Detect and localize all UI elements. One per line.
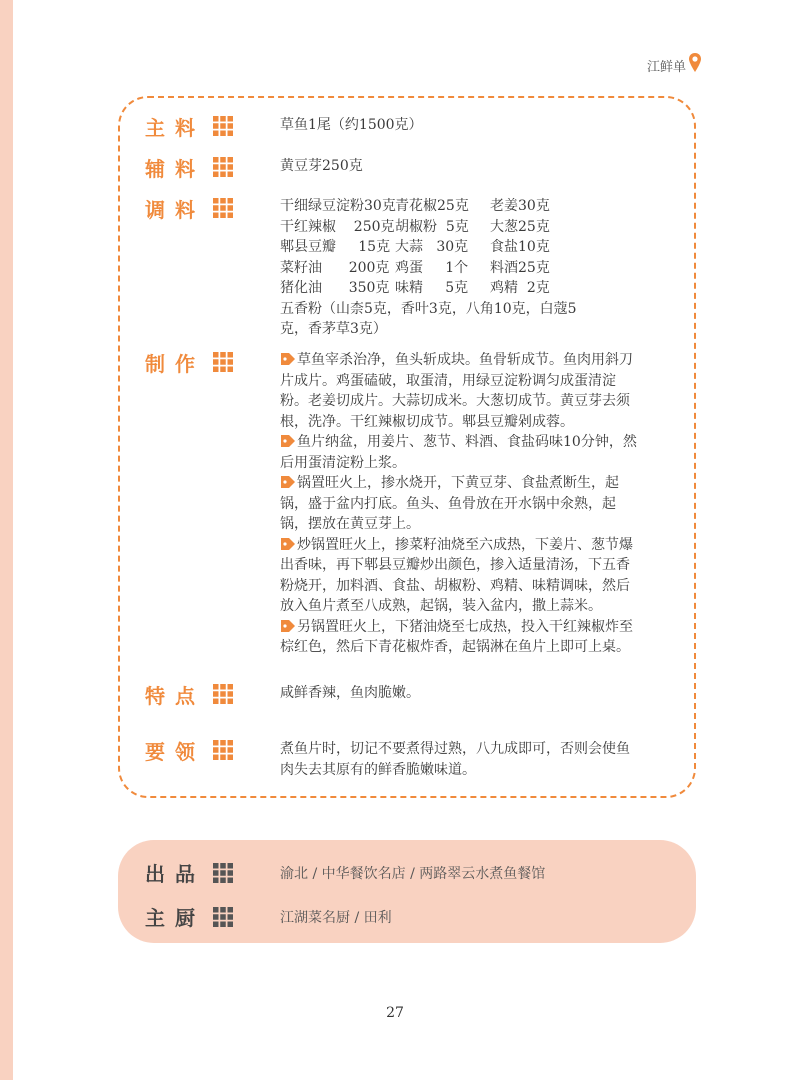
chef-text: 江湖菜名厨 / 田利	[280, 909, 392, 926]
main-ingredient-text: 草鱼1尾（约1500克）	[280, 117, 423, 133]
ingredient-item: 菜籽油 200克	[280, 259, 390, 276]
ingredient-item: 大葱25克	[490, 218, 550, 235]
main-ingredient-label: 主料	[145, 115, 205, 140]
tag-icon	[280, 619, 296, 633]
grid-icon	[213, 684, 233, 704]
method-row	[145, 350, 640, 658]
tag-icon	[280, 475, 296, 489]
chef-label: 主厨	[145, 906, 205, 930]
grid-icon	[213, 863, 233, 883]
chef-credit-row	[145, 902, 392, 931]
ingredient-item: 味精 5克	[395, 280, 469, 296]
seasoning-label: 调料	[145, 197, 205, 222]
method-step: 炒锅置旺火上，掺菜籽油烧至六成热，下姜片、葱节爆出香味，再下郫县豆瓣炒出颜色，掺入适量清汤，下五香粉烧开，加料酒、食盐、胡椒粉、鸡精、味精调味，然后放入鱼片煮至八成熟，起锅，装入盆内，撒上蒜米。	[280, 536, 633, 614]
aux-ingredient-text: 黄豆芽250克	[280, 158, 363, 174]
tips-label: 要领	[145, 739, 205, 764]
ingredient-item: 料酒25克	[490, 259, 550, 276]
ingredient-item: 鸡精 2克	[490, 280, 550, 296]
grid-icon	[213, 116, 233, 136]
tips-text: 煮鱼片时，切记不要煮得过熟，八九成即可，否则会使鱼肉失去其原有的鲜香脆嫩味道。	[280, 741, 630, 778]
location-pin-icon	[688, 52, 702, 74]
aux-ingredient-label: 辅料	[145, 156, 205, 181]
feature-row	[145, 682, 420, 706]
method-steps	[280, 350, 640, 658]
aux-ingredient-row	[145, 155, 363, 179]
side-color-strip	[0, 0, 13, 1080]
seasoning-extra-line: 五香粉（山柰5克，香叶3克，八角10克，白蔻5	[280, 300, 577, 317]
ingredient-item: 鸡蛋 1个	[395, 259, 469, 276]
method-label: 制作	[145, 351, 205, 376]
ingredient-item: 干红辣椒 250克	[280, 218, 395, 235]
origin-credit-row	[145, 858, 545, 887]
tips-row	[145, 738, 640, 780]
grid-icon	[213, 352, 233, 372]
grid-icon	[213, 157, 233, 177]
method-step: 鱼片纳盆，用姜片、葱节、料酒、食盐码味10分钟，然后用蛋清淀粉上浆。	[280, 434, 637, 471]
origin-text: 渝北 / 中华餐饮名店 / 两路翠云水煮鱼餐馆	[280, 865, 546, 882]
ingredient-item: 干细绿豆淀粉30克	[280, 198, 396, 214]
tag-icon	[280, 352, 296, 366]
ingredient-item: 胡椒粉 5克	[395, 218, 469, 235]
main-ingredient-row	[145, 114, 423, 138]
ingredient-item: 老姜30克	[490, 198, 550, 214]
method-step: 锅置旺火上，掺水烧开，下黄豆芽、食盐煮断生，起锅，盛于盆内打底。鱼头、鱼骨放在开水锅中氽熟，起锅，摆放在黄豆芽上。	[280, 475, 619, 532]
ingredient-item: 猪化油 350克	[280, 280, 390, 296]
method-step: 另锅置旺火上，下猪油烧至七成热，投入干红辣椒炸至棕红色，然后下青花椒炸香，起锅淋在鱼片上即可上桌。	[280, 618, 633, 655]
seasoning-extra-line: 克，香茅草3克）	[280, 321, 387, 337]
grid-icon	[213, 907, 233, 927]
tag-icon	[280, 537, 296, 551]
seasoning-list	[280, 196, 577, 340]
section-title: 江鲜单	[646, 60, 686, 75]
ingredient-item: 大蒜 30克	[395, 239, 469, 255]
feature-label: 特点	[145, 683, 205, 708]
feature-text: 咸鲜香辣，鱼肉脆嫩。	[280, 685, 420, 701]
page-header	[647, 56, 690, 75]
ingredient-item: 食盐10克	[490, 239, 550, 255]
ingredient-item: 青花椒25克	[395, 198, 469, 214]
method-step: 草鱼宰杀治净，鱼头斩成块。鱼骨斩成节。鱼肉用斜刀片成片。鸡蛋磕破，取蛋清，用绿豆淀粉调匀成蛋清淀粉。老姜切成片。大蒜切成米。大葱切成节。黄豆芽去须根，洗净。干红辣椒切成节。郫县豆瓣剁成蓉。	[280, 352, 633, 430]
grid-icon	[213, 740, 233, 760]
ingredient-item: 郫县豆瓣 15克	[280, 239, 391, 255]
seasoning-row	[145, 196, 577, 340]
origin-label: 出品	[145, 862, 205, 886]
grid-icon	[213, 198, 233, 218]
tag-icon	[280, 434, 296, 448]
page-number: 27	[386, 1005, 404, 1021]
